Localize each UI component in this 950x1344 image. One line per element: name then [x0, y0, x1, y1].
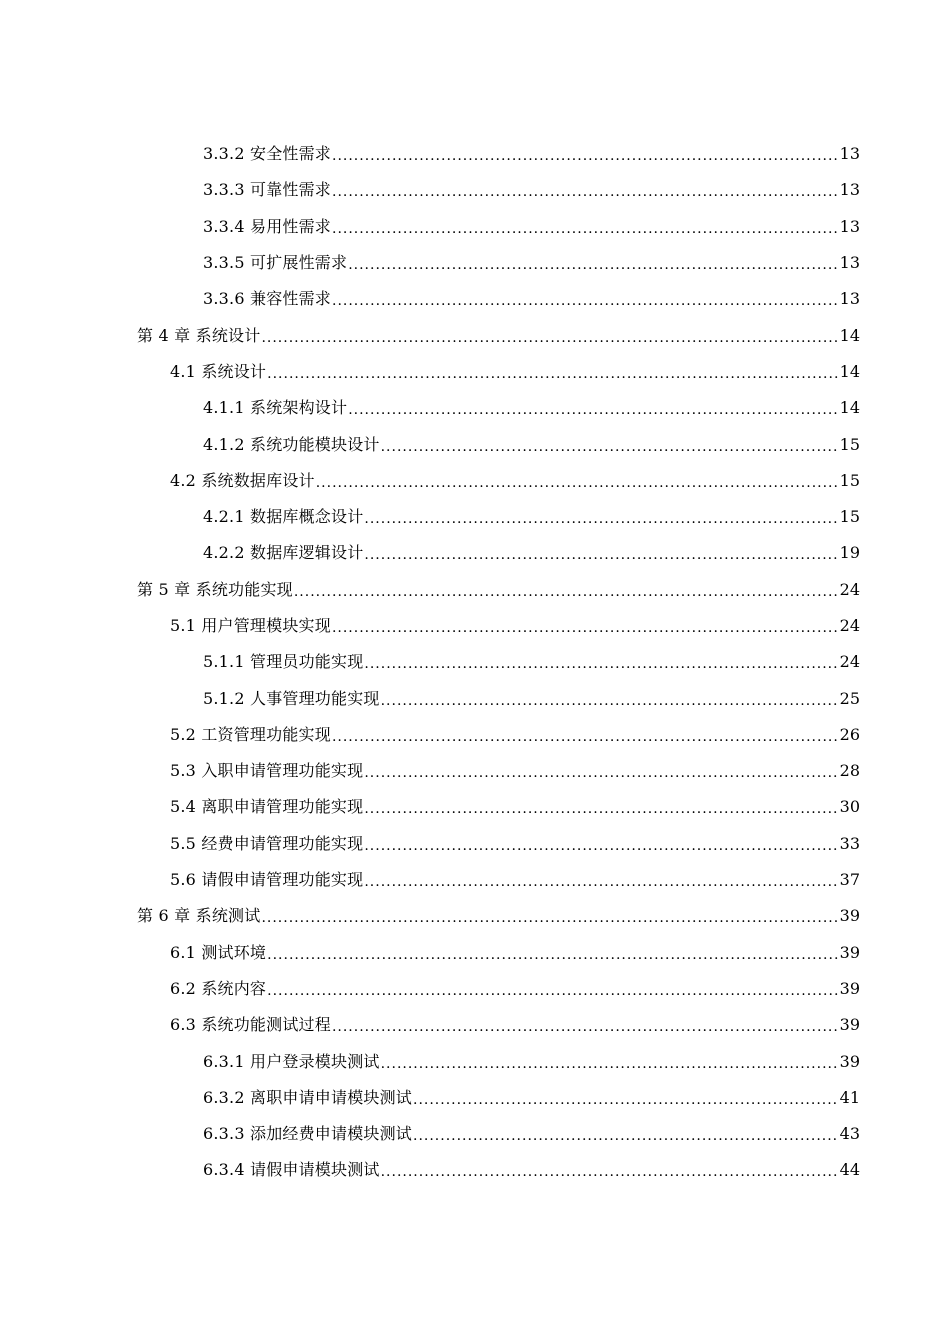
toc-dot-leader — [267, 943, 839, 963]
toc-entry[interactable] — [0, 1152, 950, 1188]
toc-entry-page-number: 43 — [839, 1124, 860, 1144]
toc-entry-title: 3.3.6 兼容性需求 — [203, 289, 331, 309]
toc-entry-title: 5.4 离职申请管理功能实现 — [170, 797, 364, 817]
toc-entry-page-number: 33 — [839, 833, 860, 853]
toc-dot-leader — [332, 616, 839, 636]
toc-entry-page-number: 39 — [839, 978, 860, 998]
toc-entry[interactable] — [0, 354, 950, 390]
toc-entry-page-number: 24 — [839, 652, 860, 672]
toc-entry-page-number: 39 — [839, 906, 860, 926]
toc-entry-page-number: 26 — [839, 724, 860, 744]
toc-entry[interactable] — [0, 717, 950, 753]
toc-entry-title: 6.3.4 请假申请模块测试 — [203, 1160, 380, 1180]
toc-entry-title: 3.3.5 可扩展性需求 — [203, 253, 348, 273]
toc-entry[interactable] — [0, 572, 950, 608]
toc-entry[interactable] — [0, 971, 950, 1007]
toc-entry-title: 6.1 测试环境 — [170, 942, 267, 962]
toc-dot-leader — [348, 398, 838, 418]
toc-entry-page-number: 37 — [839, 870, 860, 890]
toc-entry-title: 6.3.2 离职申请申请模块测试 — [203, 1087, 412, 1107]
toc-dot-leader — [364, 797, 838, 817]
toc-entry[interactable] — [0, 862, 950, 898]
toc-entry-title: 第 6 章 系统测试 — [137, 906, 261, 926]
toc-dot-leader — [413, 1124, 839, 1144]
toc-entry-page-number: 24 — [839, 616, 860, 635]
toc-dot-leader — [332, 289, 839, 309]
toc-dot-leader — [332, 725, 839, 745]
toc-dot-leader — [364, 834, 838, 854]
toc-entry-title: 4.2.2 数据库逻辑设计 — [203, 543, 364, 563]
toc-entry-page-number: 39 — [839, 942, 860, 962]
toc-entry-page-number: 44 — [839, 1160, 860, 1180]
toc-dot-leader — [332, 217, 839, 237]
toc-entry[interactable] — [0, 1080, 950, 1116]
toc-dot-leader — [261, 326, 838, 346]
toc-dot-leader — [364, 652, 838, 672]
toc-dot-leader — [332, 180, 839, 200]
toc-entry-page-number: 19 — [839, 543, 860, 563]
toc-dot-leader — [381, 689, 839, 709]
toc-entry[interactable] — [0, 209, 950, 245]
toc-entry[interactable] — [0, 644, 950, 680]
toc-dot-leader — [316, 471, 839, 491]
toc-dot-leader — [267, 979, 839, 999]
toc-dot-leader — [364, 870, 838, 890]
toc-entry[interactable] — [0, 499, 950, 535]
toc-entry[interactable] — [0, 1007, 950, 1043]
toc-entry-title: 5.1.2 人事管理功能实现 — [203, 688, 380, 708]
toc-entry-page-number: 14 — [839, 325, 860, 345]
toc-entry-title: 5.6 请假申请管理功能实现 — [170, 870, 364, 890]
toc-dot-leader — [381, 1160, 839, 1180]
toc-entry-page-number: 15 — [839, 434, 860, 454]
toc-entry-page-number: 13 — [839, 144, 860, 164]
toc-entry-page-number: 15 — [839, 470, 860, 490]
toc-entry-page-number: 24 — [839, 579, 860, 599]
toc-entry-title: 5.1 用户管理模块实现 — [170, 616, 331, 635]
toc-entry-page-number: 13 — [839, 253, 860, 273]
table-of-contents — [0, 136, 950, 1189]
toc-entry-page-number: 13 — [839, 289, 860, 309]
toc-entry-title: 6.3.3 添加经费申请模块测试 — [203, 1124, 412, 1144]
toc-dot-leader — [364, 507, 838, 527]
toc-entry-title: 4.1.1 系统架构设计 — [203, 398, 348, 418]
toc-entry[interactable] — [0, 136, 950, 172]
toc-dot-leader — [381, 1052, 839, 1072]
toc-dot-leader — [332, 144, 839, 164]
toc-entry[interactable] — [0, 826, 950, 862]
toc-entry-title: 4.1 系统设计 — [170, 361, 267, 381]
toc-entry-title: 5.2 工资管理功能实现 — [170, 724, 331, 744]
toc-entry[interactable] — [0, 608, 950, 644]
toc-entry[interactable] — [0, 281, 950, 317]
toc-dot-leader — [381, 435, 839, 455]
toc-dot-leader — [267, 362, 839, 382]
toc-entry[interactable] — [0, 898, 950, 934]
toc-entry[interactable] — [0, 753, 950, 789]
toc-entry-page-number: 39 — [839, 1015, 860, 1035]
toc-dot-leader — [332, 1015, 839, 1035]
toc-entry-page-number: 14 — [839, 398, 860, 418]
toc-dot-leader — [348, 253, 838, 273]
toc-entry-page-number: 28 — [839, 761, 860, 781]
toc-dot-leader — [294, 580, 839, 600]
toc-entry[interactable] — [0, 390, 950, 426]
toc-entry[interactable] — [0, 680, 950, 716]
toc-entry[interactable] — [0, 535, 950, 571]
toc-entry[interactable] — [0, 463, 950, 499]
toc-entry-page-number: 30 — [839, 797, 860, 817]
toc-entry[interactable] — [0, 1043, 950, 1079]
toc-entry[interactable] — [0, 245, 950, 281]
toc-entry-page-number: 13 — [839, 216, 860, 236]
toc-entry[interactable] — [0, 1116, 950, 1152]
toc-entry-page-number: 14 — [839, 361, 860, 381]
toc-entry-title: 5.5 经费申请管理功能实现 — [170, 833, 364, 853]
toc-entry-title: 6.3 系统功能测试过程 — [170, 1015, 331, 1035]
toc-dot-leader — [413, 1088, 839, 1108]
toc-entry[interactable] — [0, 789, 950, 825]
toc-entry-page-number: 15 — [839, 507, 860, 527]
toc-entry-title: 第 5 章 系统功能实现 — [137, 579, 293, 599]
toc-dot-leader — [261, 906, 838, 926]
toc-entry-page-number: 41 — [839, 1087, 860, 1107]
toc-dot-leader — [364, 761, 838, 781]
toc-entry-title: 6.2 系统内容 — [170, 978, 267, 998]
toc-entry-title: 5.3 入职申请管理功能实现 — [170, 761, 364, 781]
toc-entry[interactable] — [0, 935, 950, 971]
toc-entry-title: 5.1.1 管理员功能实现 — [203, 652, 364, 672]
toc-entry-title: 6.3.1 用户登录模块测试 — [203, 1051, 380, 1071]
toc-dot-leader — [364, 543, 838, 563]
toc-entry-title: 4.2 系统数据库设计 — [170, 470, 315, 490]
toc-entry-title: 第 4 章 系统设计 — [137, 325, 261, 345]
toc-entry[interactable] — [0, 172, 950, 208]
toc-entry-title: 3.3.3 可靠性需求 — [203, 180, 331, 200]
toc-entry-page-number: 39 — [839, 1051, 860, 1071]
toc-entry-title: 3.3.4 易用性需求 — [203, 216, 331, 236]
toc-entry-title: 3.3.2 安全性需求 — [203, 144, 331, 164]
toc-entry[interactable] — [0, 426, 950, 462]
toc-entry-title: 4.1.2 系统功能模块设计 — [203, 434, 380, 454]
toc-entry-title: 4.2.1 数据库概念设计 — [203, 507, 364, 527]
toc-entry[interactable] — [0, 317, 950, 353]
toc-entry-page-number: 13 — [839, 180, 860, 200]
toc-entry-page-number: 25 — [839, 688, 860, 708]
